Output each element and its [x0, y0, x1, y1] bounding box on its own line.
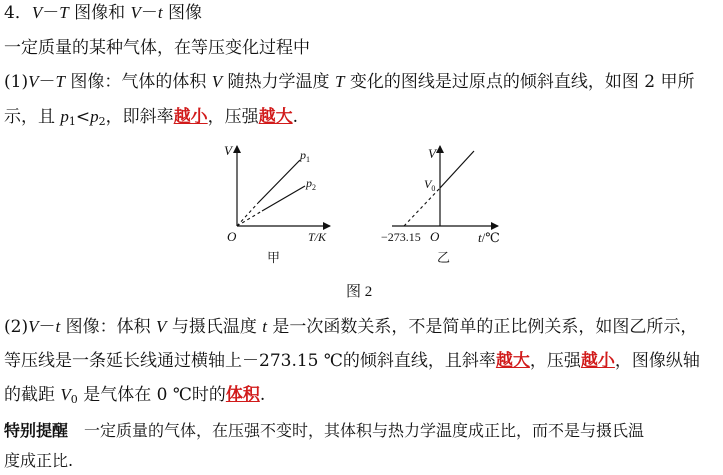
graph-v-t-celsius [381, 146, 500, 265]
graph-v-t [224, 143, 330, 265]
right-t-axis-label: t/℃ [478, 230, 500, 245]
right-v-label: V [428, 146, 436, 161]
section-title: 4．V－T 图像和 V－t 图像 [4, 3, 203, 23]
para1-line1: (1)V－T 图像：气体的体积 V 随热力学温度 T 变化的图线是过原点的倾斜直线，如图 2 甲所 [4, 72, 695, 92]
section-number: 4． [4, 3, 32, 23]
label-neg-273: −273.15 [381, 230, 421, 244]
answer-pressure-larger: 越大 [258, 107, 293, 127]
tip-label: 特别提醒 [4, 421, 69, 440]
para2-line3: 的截距 $V_0$ 是气体在 0 ℃时的体积. [4, 385, 266, 406]
isobar-p1-solid [258, 160, 300, 203]
para2-line1: (2)V－t 图像：体积 V 与摄氏温度 t 是一次函数关系，不是简单的正比例关系，如图乙所示， [4, 317, 698, 337]
answer-pressure-smaller: 越小 [580, 351, 615, 371]
answer-slope-smaller: 越小 [173, 107, 208, 127]
figure-caption: 图 2 [346, 284, 373, 300]
caption-yi: 乙 [437, 250, 451, 265]
left-origin: O [227, 229, 237, 244]
isobar-extension-dashed [404, 188, 440, 226]
figure-2 [0, 138, 723, 308]
isobar-p2-solid [262, 186, 305, 211]
left-v-label: V [224, 143, 232, 158]
label-p2: $p_2$ [306, 176, 316, 192]
para2-line2: 等压线是一条延长线通过横轴上－273.15 ℃的倾斜直线，且斜率越大，压强越小，图像纵轴 [4, 351, 700, 371]
tip-line2: 度成正比. [4, 451, 74, 470]
isobar-p2-dashed [237, 211, 262, 226]
label-p1: $p_1$ [300, 148, 310, 164]
isobar-solid [440, 151, 474, 188]
isobar-p1-dashed [237, 203, 258, 226]
left-t-axis-label: T/K [308, 230, 327, 244]
right-origin: O [430, 229, 440, 244]
caption-jia: 甲 [267, 250, 281, 265]
intro-text: 一定质量的某种气体，在等压变化过程中 [4, 38, 310, 58]
tip-line1: 特别提醒 一定质量的气体，在压强不变时，其体积与热力学温度成正比，而不是与摄氏温 [4, 421, 645, 440]
answer-volume: 体积 [225, 385, 260, 405]
answer-slope-larger: 越大 [495, 351, 530, 371]
para1-line2: 示，且 $p_1<p_2$，即斜率越小，压强越大. [4, 107, 299, 128]
label-v0: $V_0$ [424, 177, 436, 193]
